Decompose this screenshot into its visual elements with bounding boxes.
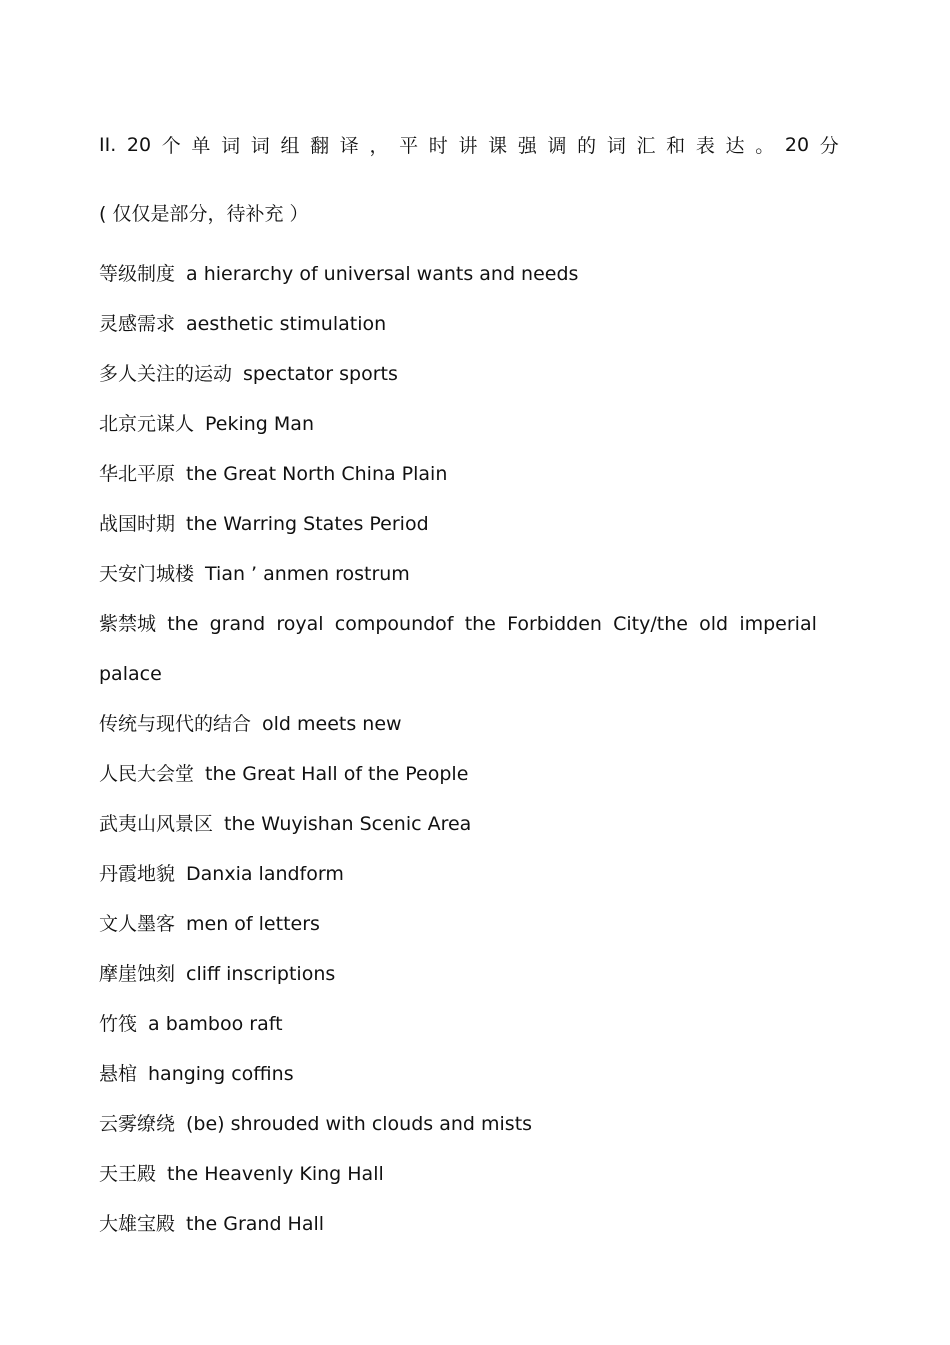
heading-part: 20 <box>784 133 810 156</box>
english-translation: aesthetic stimulation <box>186 313 387 335</box>
english-translation: old meets new <box>262 713 402 735</box>
english-translation: Danxia landform <box>186 863 344 885</box>
heading-part: 单 <box>191 135 211 157</box>
english-translation: men of letters <box>186 913 320 935</box>
vocab-entry <box>99 249 839 299</box>
heading-part: 个 <box>161 135 181 157</box>
chinese-term: 丹霞地貌 <box>99 863 176 885</box>
chinese-term: 悬棺 <box>99 1063 138 1085</box>
vocab-entry <box>99 1149 839 1199</box>
translation-word: the <box>464 613 496 635</box>
chinese-term: 多人关注的运动 <box>99 363 233 385</box>
vocabulary-list <box>99 249 839 1249</box>
heading-part: 表 <box>695 135 715 157</box>
chinese-term: 人民大会堂 <box>99 763 195 785</box>
english-translation: Peking Man <box>205 413 314 435</box>
heading-part: 译 <box>339 135 359 157</box>
section-subnote: ( 仅仅是部分，待补充 ） <box>99 203 309 225</box>
english-translation: the Great North China Plain <box>186 463 448 485</box>
english-translation: Tian ’ anmen rostrum <box>205 563 410 585</box>
chinese-term: 灵感需求 <box>99 313 176 335</box>
wrapped-entry-continuation: palace <box>99 663 162 685</box>
chinese-term: 华北平原 <box>99 463 176 485</box>
chinese-term: 传统与现代的结合 <box>99 713 252 735</box>
vocab-entry <box>99 699 839 749</box>
chinese-term: 北京元谋人 <box>99 413 195 435</box>
heading-part: 和 <box>666 135 686 157</box>
heading-part: 调 <box>547 135 567 157</box>
translation-word: royal <box>276 613 324 635</box>
vocab-entry <box>99 1099 839 1149</box>
section-heading <box>99 131 839 158</box>
heading-part: 讲 <box>458 135 478 157</box>
translation-word: Forbidden <box>507 613 602 635</box>
translation-word: compoundof <box>334 613 454 635</box>
heading-part: 汇 <box>636 135 656 157</box>
heading-part: 翻 <box>310 135 330 157</box>
heading-part: 词 <box>221 135 241 157</box>
heading-part: 分 <box>819 135 839 157</box>
chinese-term: 文人墨客 <box>99 913 176 935</box>
chinese-term: 云雾缭绕 <box>99 1113 176 1135</box>
english-translation: the Warring States Period <box>186 513 429 535</box>
chinese-term: 大雄宝殿 <box>99 1213 176 1235</box>
translation-word: City/the <box>613 613 688 635</box>
translation-word: the <box>167 613 199 635</box>
heading-part: 课 <box>488 135 508 157</box>
translation-word: old <box>699 613 729 635</box>
vocab-entry <box>99 799 839 849</box>
vocab-entry <box>99 999 839 1049</box>
english-translation: spectator sports <box>243 363 398 385</box>
heading-part: 的 <box>577 135 597 157</box>
vocab-entry <box>99 749 839 799</box>
english-translation: (be) shrouded with clouds and mists <box>186 1113 533 1135</box>
english-translation: a hierarchy of universal wants and needs <box>186 263 579 285</box>
heading-part: 时 <box>428 135 448 157</box>
chinese-term: 竹筏 <box>99 1013 138 1035</box>
wrapped-entry-first-line <box>99 599 817 649</box>
vocab-entry <box>99 349 839 399</box>
heading-part: 达 <box>725 135 745 157</box>
vocab-entry <box>99 299 839 349</box>
chinese-term: 武夷山风景区 <box>99 813 214 835</box>
vocab-entry <box>99 449 839 499</box>
heading-part: 20 <box>126 133 152 156</box>
vocab-entry <box>99 499 839 549</box>
chinese-term: 天安门城楼 <box>99 563 195 585</box>
vocab-entry <box>99 399 839 449</box>
heading-part: 词 <box>606 135 626 157</box>
vocab-entry <box>99 1049 839 1099</box>
english-translation: the Wuyishan Scenic Area <box>224 813 472 835</box>
chinese-term: 等级制度 <box>99 263 176 285</box>
english-translation: the Great Hall of the People <box>205 763 469 785</box>
vocab-entry <box>99 849 839 899</box>
vocab-entry-wrapped <box>99 599 839 699</box>
chinese-term: 天王殿 <box>99 1163 157 1185</box>
english-translation: the Heavenly King Hall <box>167 1163 384 1185</box>
vocab-entry <box>99 1199 839 1249</box>
translation-word: imperial <box>739 613 817 635</box>
vocab-entry <box>99 899 839 949</box>
heading-part: 强 <box>517 135 537 157</box>
vocab-entry <box>99 549 839 599</box>
english-translation: hanging coffins <box>148 1063 294 1085</box>
translation-word: grand <box>209 613 266 635</box>
vocab-entry <box>99 949 839 999</box>
chinese-term: 战国时期 <box>99 513 176 535</box>
section-number: II. <box>99 133 117 156</box>
chinese-term: 紫禁城 <box>99 613 157 635</box>
heading-part: 组 <box>280 135 300 157</box>
chinese-term: 摩崖蚀刻 <box>99 963 176 985</box>
english-translation: the Grand Hall <box>186 1213 325 1235</box>
heading-part: 。 <box>755 135 775 157</box>
heading-part: 平 <box>399 135 419 157</box>
english-translation: a bamboo raft <box>148 1013 283 1035</box>
heading-part: ， <box>369 135 389 157</box>
english-translation: cliff inscriptions <box>186 963 336 985</box>
heading-part: 词 <box>250 135 270 157</box>
